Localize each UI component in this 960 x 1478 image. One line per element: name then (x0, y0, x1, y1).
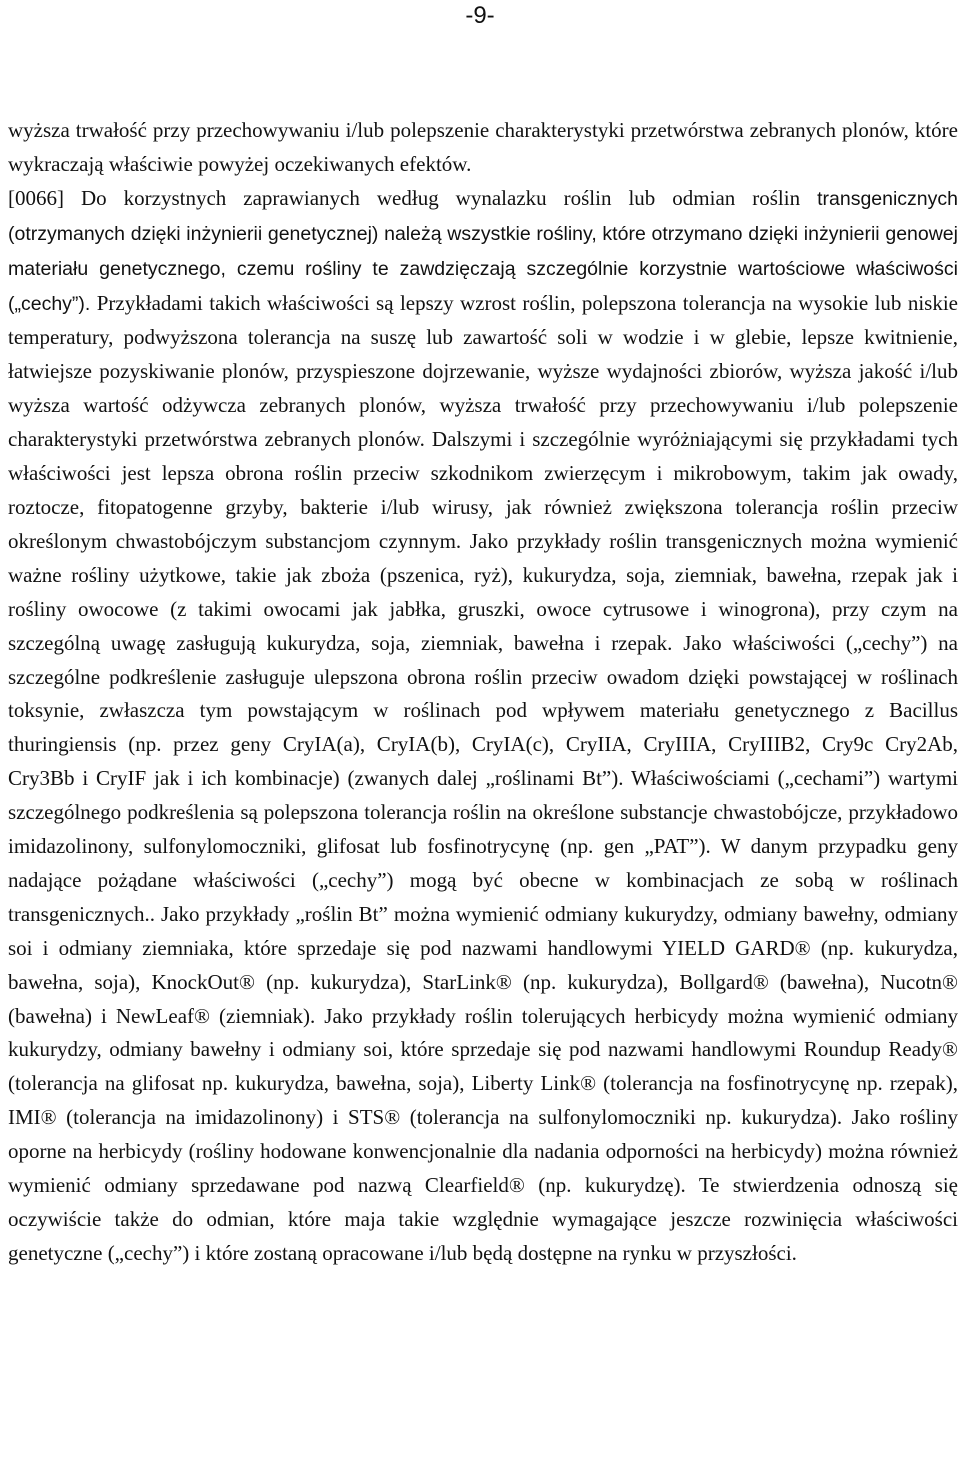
document-body (8, 114, 958, 1271)
page-number: -9- (465, 2, 495, 29)
paragraph-lead: Do korzystnych zaprawianych według wynalazku roślin lub odmian roślin (81, 185, 801, 210)
paragraph-tag: [0066] (8, 185, 64, 210)
paragraph-continuation: wyższa trwałość przy przechowywaniu i/lub polepszenie charakterystyki przetwórstwa zebranych plonów, które wykraczają właściwie powyżej oczekiwanych efektów. (8, 118, 958, 176)
paragraph-lead-sans: transgenicznych (otrzymanych dzięki inżynierii genetycznej) należą wszystkie rośliny, które otrzymano dzięki inżynierii genowej materiału genetycznego, czemu rośliny te zawdzięczają szczególnie korzystnie wartościowe właściwości („cechy”). (8, 187, 959, 315)
paragraph-0066 (8, 182, 958, 1271)
paragraph-body: Przykładami takich właściwości są lepszy wzrost roślin, polepszona tolerancja na wysokie lub niskie temperatury, podwyższona tolerancja na suszę lub zawartość soli w wodzie i w glebie, lepsze kwitnienie, łatwiejsze pozyskiwanie plonów, przyspieszone dojrzewanie, wyższe wydajności zbiorów, wyższa jakość i/lub wyższa wartość odżywcza zebranych plonów, wyższa trwałość przy przechowywaniu i/lub polepszenie charakterystyki przetwórstwa zebranych plonów. Dalszymi i szczególnie wyróżniającymi się przykładami tych właściwości jest lepsza obrona roślin przeciw szkodnikom zwierzęcym i mikrobowym, takim jak owady, roztocze, fitopatogenne grzyby, bakterie i/lub wirusy, jak również zwiększona tolerancja roślin przeciw określonym chwastobójczym substancjom czynnym. Jako przykłady roślin transgenicznych można wymienić ważne rośliny użytkowe, takie jak zboża (pszenica, ryż), kukurydza, soja, ziemniak, bawełna, rzepak jak i rośliny owocowe (z takimi owocami jak jabłka, gruszki, owoce cytrusowe i winogrona), przy czym na szczególną uwagę zasługują kukurydza, soja, ziemniak, bawełna i rzepak. Jako właściwości („cechy”) na szczególne podkreślenie zasługuje ulepszona obrona roślin przeciw owadom dzięki powstającej w roślinach toksynie, zwłaszcza tym powstającym w roślinach pod wpływem materiału genetycznego z Bacillus thuringiensis (np. przez geny CryIA(a), CryIA(b), CryIA(c), CryIIA, CryIIIA, CryIIIB2, Cry9c Cry2Ab, Cry3Bb i CryIF jak i ich kombinacje) (zwanych dalej „roślinami Bt”). Właściwościami („cechami”) wartymi szczególnego podkreślenia są polepszona tolerancja roślin na określone substancje chwastobójcze, przykładowo imidazolinony, sulfonylomoczniki, glifosat lub fosfinotrycynę (np. gen „PAT”). W danym przypadku geny nadające pożądane właściwości („cechy”) mogą być obecne w kombinacjach ze sobą w roślinach transgenicznych.. Jako przykłady „roślin Bt” można wymienić odmiany kukurydzy, odmiany bawełny, odmiany soi i odmiany ziemniaka, które sprzedaje się pod nazwami handlowymi YIELD GARD® (np. kukurydza, bawełna, soja), KnockOut® (np. kukurydza), StarLink® (np. kukurydza), Bollgard® (bawełna), Nucotn® (bawełna) i NewLeaf® (ziemniak). Jako przykłady roślin tolerujących herbicydy można wymienić odmiany kukurydzy, odmiany bawełny i odmiany soi, które sprzedaje się pod nazwami handlowymi Roundup Ready® (tolerancja na glifosat np. kukurydza, bawełna, soja), Liberty Link® (tolerancja na fosfinotrycynę np. rzepak), IMI® (tolerancja na imidazolinony) i STS® (tolerancja na sulfonylomoczniki np. kukurydza). Jako rośliny oporne na herbicydy (rośliny hodowane konwencjonalnie dla nadania odporności na herbicydy) można również wymienić odmiany sprzedawane pod nazwą Clearfield® (np. kukurydzę). Te stwierdzenia odnoszą się oczywiście także do odmian, które maja takie względnie wymagające jeszcze rozwinięcia właściwości genetyczne („cechy”) i które zostaną opracowane i/lub będą dostępne na rynku w przyszłości. (8, 290, 958, 1265)
